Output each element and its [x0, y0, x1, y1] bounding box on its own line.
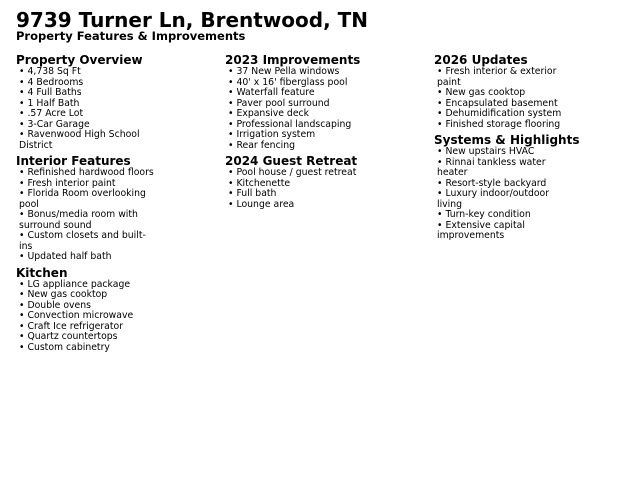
- section-interior-features: [16, 154, 156, 263]
- list-item-text: Expansive deck: [236, 108, 310, 119]
- section-kitchen: [16, 266, 156, 354]
- section-heading: Kitchen: [16, 265, 68, 280]
- list-item-text: Double ovens: [27, 299, 91, 311]
- bullet-list: [16, 280, 156, 354]
- list-item: [437, 189, 574, 210]
- bullet-icon: •: [19, 87, 28, 98]
- bullet-list: [16, 168, 156, 263]
- list-item-text: 37 New Pella windows: [236, 66, 340, 77]
- list-item-text: Kitchenette: [236, 177, 291, 189]
- bullet-icon: •: [437, 87, 446, 98]
- bullet-icon: •: [19, 320, 28, 332]
- bullet-list: [225, 168, 365, 210]
- column-1: [16, 53, 156, 356]
- list-item-text: New gas cooktop: [445, 87, 526, 98]
- bullet-icon: •: [228, 129, 237, 140]
- bullet-icon: •: [437, 66, 446, 77]
- bullet-list: [16, 67, 156, 151]
- bullet-icon: •: [19, 97, 28, 109]
- bullet-icon: •: [228, 118, 237, 130]
- bullet-icon: •: [19, 188, 28, 199]
- list-item-text: Full bath: [236, 188, 277, 199]
- list-item: [437, 120, 574, 131]
- list-item-text: Florida Room overlooking pool: [19, 188, 146, 210]
- list-item-text: New gas cooktop: [27, 289, 108, 300]
- bullet-icon: •: [228, 108, 237, 119]
- list-item-text: 3-Car Garage: [27, 118, 90, 130]
- list-item-text: Fresh interior & exterior paint: [437, 66, 557, 88]
- list-item-text: Lounge area: [236, 198, 295, 210]
- list-item-text: Waterfall feature: [236, 87, 315, 98]
- bullet-list: [225, 67, 365, 151]
- bullet-icon: •: [228, 76, 237, 88]
- bullet-icon: •: [19, 66, 28, 77]
- bullet-icon: •: [228, 97, 237, 109]
- list-item-text: Extensive capital improvements: [437, 219, 525, 241]
- list-item-text: Rear fencing: [236, 139, 296, 151]
- list-item: [19, 130, 156, 151]
- bullet-icon: •: [228, 139, 237, 151]
- bullet-icon: •: [19, 289, 28, 300]
- list-item: [19, 189, 156, 210]
- bullet-icon: •: [228, 87, 237, 98]
- bullet-icon: •: [19, 129, 28, 140]
- list-item-text: Custom cabinetry: [27, 341, 110, 353]
- list-item: [19, 210, 156, 231]
- bullet-icon: •: [19, 167, 28, 178]
- section-2024-guest-retreat: [225, 154, 365, 210]
- list-item-text: 40' x 16' fiberglass pool: [236, 76, 348, 88]
- column-3: [434, 53, 580, 245]
- list-item-text: Bonus/media room with surround sound: [19, 209, 138, 231]
- list-item-text: Custom closets and built-ins: [19, 230, 146, 252]
- bullet-icon: •: [228, 198, 237, 210]
- bullet-icon: •: [437, 219, 446, 231]
- bullet-icon: •: [19, 230, 28, 241]
- section-heading: 2026 Updates: [434, 53, 528, 67]
- section-heading: 2023 Improvements: [225, 53, 361, 67]
- bullet-icon: •: [19, 310, 28, 321]
- section-property-overview: [16, 53, 156, 151]
- section-systems-and-highlights: [434, 133, 580, 242]
- list-item: [437, 221, 574, 242]
- list-item-text: Turn-key condition: [445, 209, 531, 220]
- bullet-icon: •: [437, 188, 446, 199]
- bullet-icon: •: [19, 108, 28, 119]
- list-item-text: Pool house / guest retreat: [236, 167, 357, 178]
- list-item: [437, 67, 574, 88]
- bullet-icon: •: [19, 299, 28, 311]
- list-item-text: 1 Half Bath: [27, 97, 80, 109]
- list-item-text: Encapsulated basement: [445, 97, 558, 109]
- list-item: [437, 158, 574, 179]
- bullet-icon: •: [228, 167, 237, 178]
- list-item-text: Fresh interior paint: [27, 177, 116, 189]
- bullet-list: [434, 147, 574, 242]
- bullet-icon: •: [19, 331, 28, 342]
- bullet-icon: •: [19, 118, 28, 130]
- list-item: [228, 200, 365, 211]
- list-item-text: Finished storage flooring: [445, 118, 561, 130]
- list-item-text: Dehumidification system: [445, 108, 562, 119]
- section-2023-improvements: [225, 53, 365, 151]
- list-item-text: Resort-style backyard: [445, 177, 547, 189]
- bullet-icon: •: [437, 177, 446, 189]
- bullet-list: [434, 67, 574, 130]
- bullet-icon: •: [437, 209, 446, 220]
- bullet-icon: •: [19, 76, 28, 88]
- list-item-text: 4,738 Sq Ft: [27, 66, 81, 77]
- section-heading: Systems & Highlights: [434, 133, 580, 147]
- bullet-icon: •: [437, 146, 446, 157]
- bullet-icon: •: [19, 209, 28, 220]
- list-item-text: Luxury indoor/outdoor living: [437, 188, 550, 210]
- page-subtitle: Property Features & Improvements: [16, 29, 246, 43]
- bullet-icon: •: [437, 156, 446, 168]
- list-item-text: Ravenwood High School District: [19, 129, 140, 151]
- list-item-text: Paver pool surround: [236, 97, 330, 109]
- list-item-text: Professional landscaping: [236, 118, 352, 130]
- list-item: [19, 231, 156, 252]
- list-item: [19, 252, 156, 263]
- list-item-text: Refinished hardwood floors: [27, 167, 154, 178]
- bullet-icon: •: [19, 177, 28, 189]
- page-title: 9739 Turner Ln, Brentwood, TN: [16, 8, 369, 32]
- bullet-icon: •: [19, 341, 28, 353]
- bullet-icon: •: [437, 97, 446, 109]
- bullet-icon: •: [19, 278, 28, 290]
- list-item-text: Quartz countertops: [27, 331, 118, 342]
- list-item-text: Irrigation system: [236, 129, 316, 140]
- bullet-icon: •: [228, 177, 237, 189]
- section-2026-updates: [434, 53, 574, 130]
- list-item-text: .57 Acre Lot: [27, 108, 84, 119]
- column-2: [225, 53, 365, 213]
- bullet-icon: •: [228, 188, 237, 199]
- section-heading: 2024 Guest Retreat: [225, 154, 358, 168]
- list-item-text: Convection microwave: [27, 310, 134, 321]
- list-item: [228, 141, 365, 152]
- list-item-text: Rinnai tankless water heater: [437, 156, 546, 178]
- list-item-text: LG appliance package: [27, 278, 131, 290]
- bullet-icon: •: [437, 108, 446, 119]
- list-item-text: New upstairs HVAC: [445, 146, 535, 157]
- section-heading: Interior Features: [16, 154, 131, 168]
- list-item-text: 4 Bedrooms: [27, 76, 84, 88]
- bullet-icon: •: [228, 66, 237, 77]
- section-heading: Property Overview: [16, 53, 143, 67]
- list-item-text: Craft Ice refrigerator: [27, 320, 124, 332]
- list-item-text: Updated half bath: [27, 251, 112, 262]
- bullet-icon: •: [19, 251, 28, 262]
- bullet-icon: •: [437, 118, 446, 130]
- list-item: [19, 343, 156, 354]
- list-item-text: 4 Full Baths: [27, 87, 82, 98]
